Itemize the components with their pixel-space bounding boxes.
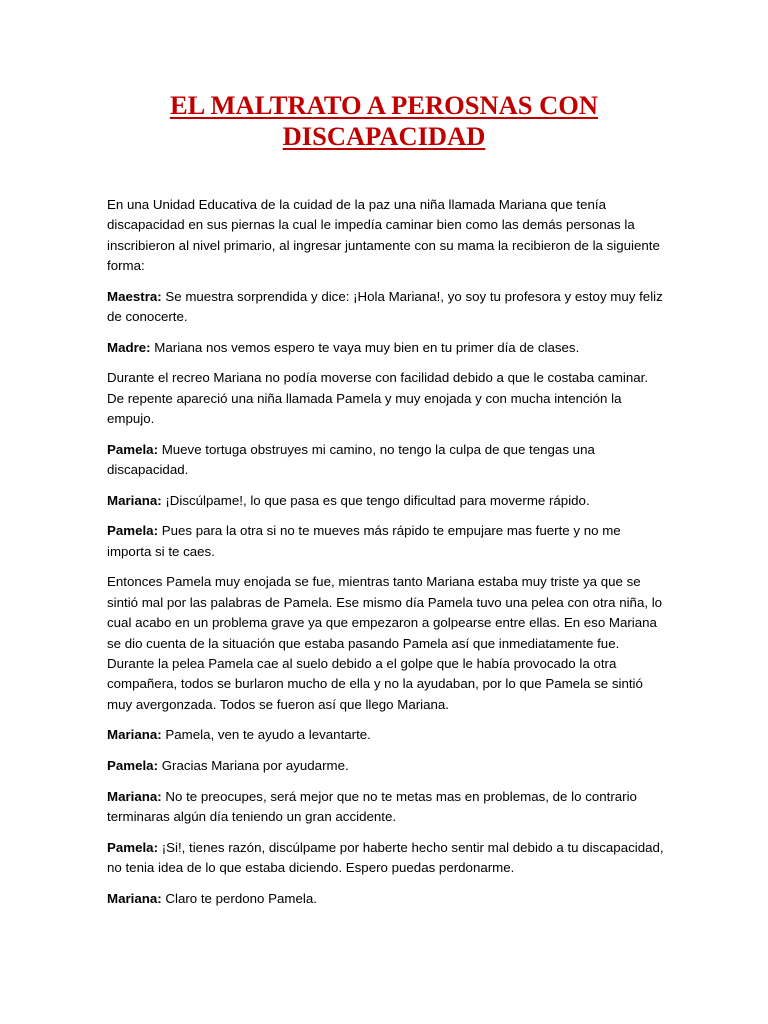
paragraph-text: Mariana nos vemos espero te vaya muy bien en tu primer día de clases. (150, 339, 580, 355)
dialogue-line (107, 889, 667, 909)
speaker-label: Pamela: (107, 441, 158, 457)
paragraph-text: ¡Discúlpame!, lo que pasa es que tengo dificultad para moverme rápido. (161, 492, 590, 508)
dialogue-line (107, 725, 667, 745)
speaker-label: Mariana: (107, 890, 162, 906)
paragraph-text: Pamela, ven te ayudo a levantarte. (161, 727, 371, 743)
dialogue-line (107, 756, 667, 776)
document-body (107, 195, 667, 919)
speaker-label: Maestra: (107, 288, 162, 304)
paragraph-text: No te preocupes, será mejor que no te metas mas en problemas, de lo contrario terminaras algún día teniendo un gran accidente. (107, 788, 637, 825)
dialogue-line (107, 491, 667, 511)
speaker-label: Mariana: (107, 492, 162, 508)
paragraph-text: Claro te perdono Pamela. (161, 890, 317, 906)
speaker-label: Pamela: (107, 839, 158, 855)
paragraph-text: ¡Si!, tienes razón, discúlpame por haberte hecho sentir mal debido a tu discapacidad, no tenia idea de lo que estaba diciendo. Espero puedas perdonarme. (107, 839, 664, 876)
paragraph-text: En una Unidad Educativa de la cuidad de la paz una niña llamada Mariana que tenía discapacidad en sus piernas la cual le impedía caminar bien como las demás personas la inscribieron al nivel primario, al ingresar juntamente con su mama la recibieron de la siguiente forma: (107, 197, 660, 274)
speaker-label: Mariana: (107, 727, 162, 743)
paragraph (107, 368, 667, 429)
paragraph-text: Entonces Pamela muy enojada se fue, mientras tanto Mariana estaba muy triste ya que se sintió mal por las palabras de Pamela. Ese mismo día Pamela tuvo una pelea con otra niña, lo cual acabo en un problema grave ya que empezaron a golpearse entre ellas. En eso Mariana se dio cuenta de la situación que estaba pasando Pamela así que inmediatamente fue. Durante la pelea Pamela cae al suelo debido a el golpe que le había provocado la otra compañera, todos se burlaron mucho de ella y no la ayudaban, por lo que Pamela se sintió muy avergonzada. Todos se fueron así que llego Mariana. (107, 574, 663, 712)
paragraph (107, 572, 667, 715)
speaker-label: Pamela: (107, 523, 158, 539)
dialogue-line (107, 787, 667, 828)
speaker-label: Madre: (107, 339, 151, 355)
paragraph-text: Se muestra sorprendida y dice: ¡Hola Mariana!, yo soy tu profesora y estoy muy feliz de conocerte. (107, 288, 663, 325)
dialogue-line (107, 440, 667, 481)
paragraph-text: Pues para la otra si no te mueves más rápido te empujare mas fuerte y no me importa si te caes. (107, 523, 621, 559)
dialogue-line (107, 521, 667, 562)
dialogue-line (107, 287, 667, 328)
dialogue-line (107, 838, 667, 879)
title-line-1: EL MALTRATO A PEROSNAS CON (169, 90, 599, 120)
paragraph-text: Mueve tortuga obstruyes mi camino, no tengo la culpa de que tengas una discapacidad. (107, 441, 595, 478)
speaker-label: Pamela: (107, 758, 158, 774)
document-title (100, 90, 668, 152)
title-line-2: DISCAPACIDAD (282, 121, 486, 151)
dialogue-line (107, 338, 667, 358)
paragraph-text: Gracias Mariana por ayudarme. (158, 758, 349, 774)
paragraph (107, 195, 667, 277)
paragraph-text: Durante el recreo Mariana no podía moverse con facilidad debido a que le costaba caminar. De repente apareció una niña llamada Pamela y muy enojada y con mucha intención la empujo. (107, 370, 649, 427)
speaker-label: Mariana: (107, 788, 162, 804)
